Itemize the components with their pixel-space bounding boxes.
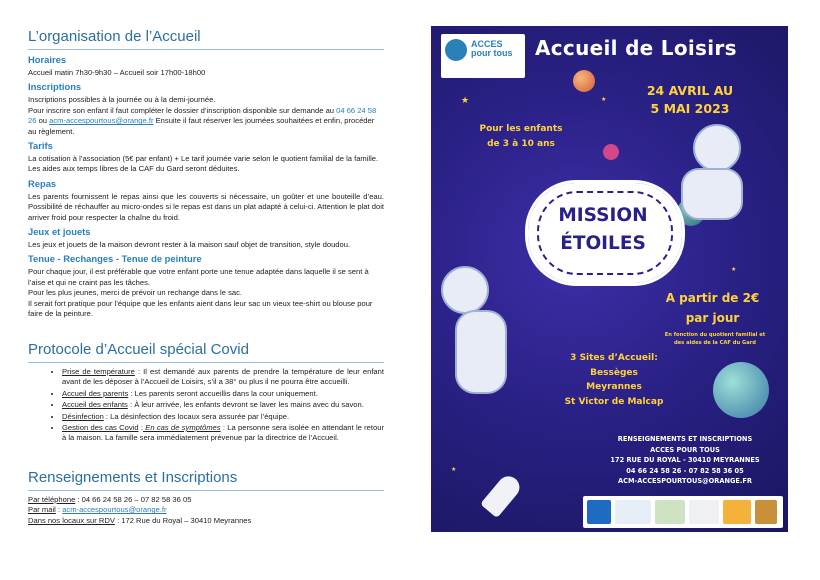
astronaut-body-icon xyxy=(681,168,743,220)
acces-pour-tous-logo xyxy=(441,34,525,78)
price-line: par jour xyxy=(685,311,740,325)
poster-age xyxy=(451,122,591,152)
site-item: Meyrannes xyxy=(586,382,642,392)
tenue-heading: Tenue - Rechanges - Tenue de peinture xyxy=(28,253,202,265)
age-line: Pour les enfants xyxy=(479,124,563,134)
poster-price xyxy=(645,288,780,328)
renseignements-title: Renseignements et Inscriptions xyxy=(28,469,384,491)
mission-line: ÉTOILES xyxy=(560,233,646,254)
logo-text xyxy=(471,40,513,58)
date-line: 24 AVRIL AU xyxy=(646,83,734,98)
item-key-italic: En cas de symptômes xyxy=(142,423,221,433)
text: ou xyxy=(36,116,50,126)
poster-title: Accueil de Loisirs xyxy=(535,36,737,60)
poster-sites xyxy=(549,351,679,409)
sponsor-logo xyxy=(723,500,751,524)
covid-item xyxy=(62,389,384,399)
sponsor-logo xyxy=(615,500,651,524)
item-value: : La désinfection des locaux sera assurée par l’équipe. xyxy=(103,411,290,421)
tarifs-heading: Tarifs xyxy=(28,140,53,152)
contact-line: ACM-ACCESPOURTOUS@ORANGE.FR xyxy=(618,477,752,485)
planet-icon xyxy=(713,362,769,418)
item-key: Prise de température xyxy=(62,367,135,376)
item-key: Désinfection xyxy=(62,411,104,421)
mission-title xyxy=(528,202,678,258)
sponsor-logo xyxy=(689,500,719,524)
covid-item xyxy=(62,400,384,410)
mail-link[interactable]: acm-accespourtous@orange.fr xyxy=(62,505,167,515)
rdv-label: Dans nos locaux sur RDV xyxy=(28,515,115,525)
covid-list xyxy=(28,367,384,444)
star-icon: ★ xyxy=(601,96,607,103)
item-key: Accueil des enfants xyxy=(62,400,128,410)
item-value: : À leur arrivée, les enfants devront se laver les mains avec du savon. xyxy=(127,400,364,410)
text: Pour inscrire son enfant il faut compléter le dossier d’inscription disponible sur demande au xyxy=(28,105,337,115)
site-item: St Victor de Malcap xyxy=(564,396,664,407)
quot-line: En fonction du quotient familial et xyxy=(664,332,766,338)
horaires-heading: Horaires xyxy=(28,54,67,65)
tel-label: Par téléphone xyxy=(28,495,76,504)
mail-label: Par mail xyxy=(28,505,56,515)
site-item: Bessèges xyxy=(590,367,638,378)
astronaut-body-icon xyxy=(455,310,507,394)
age-line: de 3 à 10 ans xyxy=(487,139,555,149)
star-icon: ★ xyxy=(731,266,737,273)
date-line: 5 MAI 2023 xyxy=(650,101,730,116)
covid-item: • Gestion des cas Covid : En cas de symptômes : La personne sera isolée en attendant le retour à la maison. La famille sera immédiatement prévenue par la directrice de l’Accueil. xyxy=(62,423,384,444)
sponsor-logo xyxy=(587,500,611,524)
jeux-heading: Jeux et jouets xyxy=(28,226,91,238)
renseignements-section xyxy=(28,469,384,526)
inscriptions-text-2 xyxy=(28,106,384,137)
quot-line: des aides de la CAF du Gard xyxy=(673,339,757,346)
tel-value: : 04 66 24 58 26 – 07 82 58 36 05 xyxy=(75,495,192,504)
tenue-text-2: Pour les plus jeunes, merci de prévoir un rechange dans le sac. xyxy=(28,288,243,298)
mail-line xyxy=(28,505,384,515)
sites-title: 3 Sites d’Accueil: xyxy=(570,353,658,363)
repas-text: Les parents fournissent le repas ainsi que les couverts si nécessaire, un goûter et une bouteille d’eau. Possibilité de réchauffer au micro-ondes si le repas est dans un plat adapté à celui-ci. Attention le plat doit arriver froid pour respecter la chaîne du froid. xyxy=(28,191,384,222)
tenue-text-3: Il serait fort pratique pour l’équipe que les enfants aient dans leur sac un vieux tee-shirt ou blouse pour faire de la peinture. xyxy=(28,298,373,319)
covid-item xyxy=(62,367,384,388)
covid-item xyxy=(62,412,384,422)
jeux-text: Les jeux et jouets de la maison devront rester à la maison sauf objet de transition, style doudou. xyxy=(28,240,351,250)
phone-link[interactable]: 04 66 24 58 26 xyxy=(28,105,377,126)
logo-line: ACCES xyxy=(471,39,503,49)
contact-line: RENSEIGNEMENTS ET INSCRIPTIONS xyxy=(617,435,753,443)
sponsor-logo xyxy=(655,500,685,524)
logo-icon xyxy=(445,39,467,61)
planet-icon xyxy=(573,70,595,92)
tenue-text-1: Pour chaque jour, il est préférable que votre enfant porte une tenue adaptée dans laquelle il se sent à l’aise et qui ne craint pas les tâches. xyxy=(28,267,369,287)
contact-line: ACCES POUR TOUS xyxy=(650,445,720,454)
inscriptions-heading: Inscriptions xyxy=(28,81,82,93)
tarifs-text: La cotisation à l’association (5€ par enfant) + Le tarif journée varie selon le quotient familial de la famille. Les aides aux temps libres de la CAF du Gard seront déduites. xyxy=(28,154,379,174)
logo-line: pour tous xyxy=(471,48,513,58)
mission-line: MISSION xyxy=(558,205,648,226)
organisation-section xyxy=(28,28,384,320)
sponsor-logos xyxy=(583,496,783,528)
sponsor-logo xyxy=(755,500,777,524)
item-value: : Les parents seront accueillis dans la cour uniquement. xyxy=(128,388,318,398)
inscriptions-text-1: Inscriptions possibles à la journée ou à la demi-journée. xyxy=(28,95,216,105)
item-value: : Il est demandé aux parents de prendre la température de leur enfant avant de les déposer à l’Accueil de Loisirs, s’il a 38° ou plus il ne pourra être accueilli. xyxy=(62,367,384,387)
planet-icon xyxy=(603,144,619,160)
star-icon: ★ xyxy=(451,466,457,473)
mail-sep: : xyxy=(55,505,63,515)
item-key: Accueil des parents xyxy=(62,388,129,398)
tel-line xyxy=(28,495,384,505)
section-title: L’organisation de l’Accueil xyxy=(28,28,384,50)
horaires-text: Accueil matin 7h30-9h30 – Accueil soir 17h00-18h00 xyxy=(28,68,206,77)
price-line: A partir de 2€ xyxy=(665,291,760,305)
poster xyxy=(431,26,788,532)
item-value: : La personne sera isolée en attendant le retour à la maison. La famille sera immédiatement prévenue par la directrice de l’Accueil. xyxy=(62,423,384,443)
email-link[interactable]: acm-accespourtous@orange.fr xyxy=(49,116,154,126)
poster-contact xyxy=(587,434,783,487)
repas-heading: Repas xyxy=(28,177,57,189)
rocket-icon xyxy=(480,472,524,518)
covid-title: Protocole d’Accueil spécial Covid xyxy=(28,341,384,363)
astronaut-icon xyxy=(441,266,489,314)
text: Ensuite il faut réserver les journées souhaitées et enfin, procéder au règlement. xyxy=(28,116,375,136)
contact-line: 172 RUE DU ROYAL - 30410 MEYRANNES xyxy=(610,456,760,464)
rdv-line xyxy=(28,516,384,526)
contact-line: 04 66 24 58 26 - 07 82 58 36 05 xyxy=(626,466,744,475)
star-icon: ★ xyxy=(461,96,470,106)
astronaut-icon xyxy=(693,124,741,172)
rdv-value: : 172 Rue du Royal – 30410 Meyrannes xyxy=(114,515,252,525)
poster-quotient-note xyxy=(645,332,785,347)
poster-dates xyxy=(625,82,755,118)
item-key: Gestion des cas Covid xyxy=(62,423,139,433)
covid-section xyxy=(28,341,384,445)
